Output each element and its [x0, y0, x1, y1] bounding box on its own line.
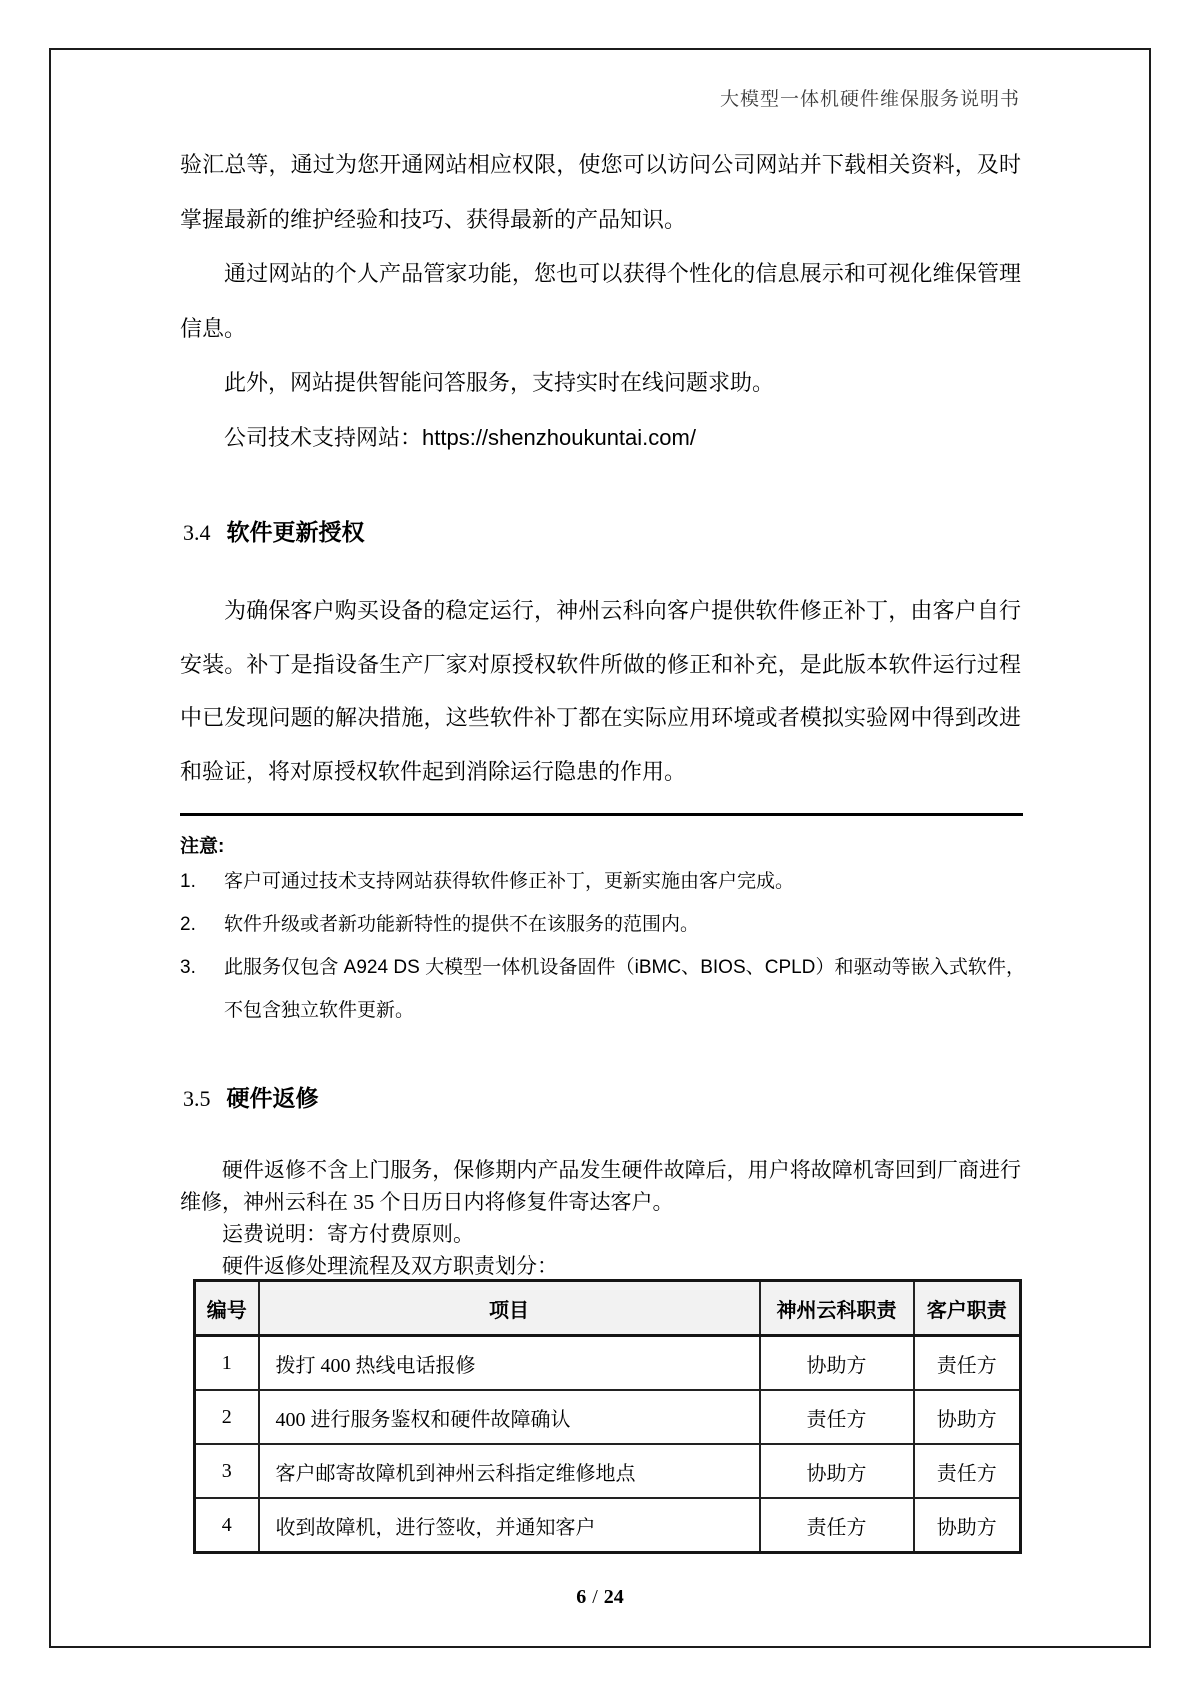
- table-cell-item: 拨打 400 热线电话报修: [259, 1336, 760, 1391]
- support-site-url: https://shenzhoukuntai.com/: [422, 424, 696, 450]
- footer-page-number: 6: [576, 1586, 587, 1608]
- intro-paragraph-1: 验汇总等，通过为您开通网站相应权限，使您可以访问公司网站并下载相关资料，及时掌握最新的维护经验和技巧、获得最新的产品知识。: [180, 152, 1021, 232]
- section-3-4-paragraph: 为确保客户购买设备的稳定运行，神州云科向客户提供软件修正补丁，由客户自行安装。补丁是指设备生产厂家对原授权软件所做的修正和补充，是此版本软件运行过程中已发现问题的解决措施，这些软件补丁都在实际应用环境或者模拟实验网中得到改进和验证，将对原授权软件起到消除运行隐患的作用。: [180, 598, 1021, 784]
- footer-separator: /: [592, 1586, 598, 1608]
- table-row: [195, 1390, 1021, 1444]
- table-header-row: [195, 1281, 1021, 1336]
- section-number: 3.5: [183, 1086, 211, 1111]
- table-cell-customer-duty: 协助方: [914, 1390, 1021, 1444]
- table-cell-number: 4: [195, 1498, 259, 1553]
- table-cell-number: 3: [195, 1444, 259, 1498]
- intro-section: [180, 138, 1021, 465]
- intro-paragraph-4: [180, 411, 1021, 466]
- section-number: 3.4: [183, 520, 211, 545]
- note-number: 2.: [180, 914, 196, 935]
- table-cell-customer-duty: 协助方: [914, 1498, 1021, 1553]
- table-row: [195, 1444, 1021, 1498]
- table-header-cell-number: 编号: [195, 1281, 259, 1336]
- section-title: 硬件返修: [226, 1085, 319, 1111]
- note-number: 3.: [180, 957, 196, 978]
- section-3-5-body: [180, 1154, 1021, 1282]
- note-text: 此服务仅包含 A924 DS 大模型一体机设备固件（iBMC、BIOS、CPLD）和驱动等嵌入式软件，不包含独立软件更新。: [224, 957, 1025, 1021]
- table-cell-item: 客户邮寄故障机到神州云科指定维修地点: [259, 1444, 760, 1498]
- table-header-cell-customer-duty: 客户职责: [914, 1281, 1021, 1336]
- intro-paragraph-2: 通过网站的个人产品管家功能，您也可以获得个性化的信息展示和可视化维保管理信息。: [180, 261, 1021, 341]
- section-title: 软件更新授权: [226, 519, 365, 545]
- table-row: [195, 1498, 1021, 1553]
- running-header: 大模型一体机硬件维保服务说明书: [719, 89, 1020, 110]
- note-divider-rule: [180, 813, 1023, 816]
- table-cell-item: 400 进行服务鉴权和硬件故障确认: [259, 1390, 760, 1444]
- intro-paragraph-3: 此外，网站提供智能问答服务，支持实时在线问题求助。: [224, 370, 775, 395]
- table-cell-number: 1: [195, 1336, 259, 1391]
- note-number: 1.: [180, 871, 196, 892]
- note-text: 软件升级或者新功能新特性的提供不在该服务的范围内。: [224, 914, 700, 935]
- section-3-4-body: [180, 584, 1021, 798]
- responsibility-table: [193, 1279, 1022, 1554]
- note-label: 注意:: [180, 836, 225, 857]
- table-header-cell-vendor-duty: 神州云科职责: [760, 1281, 914, 1336]
- footer-total-pages: 24: [603, 1586, 624, 1608]
- table-cell-vendor-duty: 协助方: [760, 1336, 914, 1391]
- section-heading-3-5: [183, 1080, 319, 1113]
- table-cell-customer-duty: 责任方: [914, 1336, 1021, 1391]
- table-cell-vendor-duty: 责任方: [760, 1498, 914, 1553]
- table-cell-customer-duty: 责任方: [914, 1444, 1021, 1498]
- table-row: [195, 1336, 1021, 1391]
- table-header-cell-item: 项目: [259, 1281, 760, 1336]
- note-text: 客户可通过技术支持网站获得软件修正补丁，更新实施由客户完成。: [224, 871, 795, 892]
- section-3-5-paragraph-1: 硬件返修不含上门服务，保修期内产品发生硬件故障后，用户将故障机寄回到厂商进行维修，神州云科在 35 个日历日内将修复件寄达客户。: [180, 1158, 1021, 1214]
- note-item: [180, 860, 1025, 903]
- note-item: [180, 946, 1025, 1032]
- note-list: [180, 860, 1025, 1032]
- section-heading-3-4: [183, 514, 365, 547]
- table-cell-item: 收到故障机，进行签收，并通知客户: [259, 1498, 760, 1553]
- table-cell-vendor-duty: 协助方: [760, 1444, 914, 1498]
- table-cell-number: 2: [195, 1390, 259, 1444]
- section-3-5-paragraph-3: 硬件返修处理流程及双方职责划分：: [222, 1254, 558, 1278]
- table-cell-vendor-duty: 责任方: [760, 1390, 914, 1444]
- section-3-5-paragraph-2: 运费说明：寄方付费原则。: [222, 1222, 474, 1246]
- support-site-label: 公司技术支持网站：: [224, 424, 423, 450]
- note-item: [180, 903, 1025, 946]
- page-footer: [180, 1586, 1020, 1609]
